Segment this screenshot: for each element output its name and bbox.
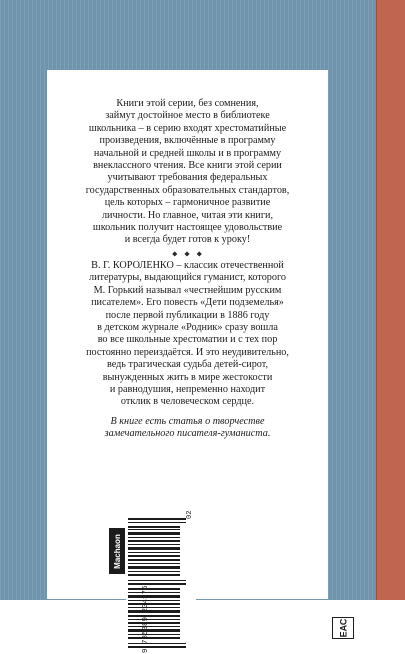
text-line: отклик в человеческом сердце.	[120, 396, 255, 408]
barcode-addon-code: 02	[186, 510, 194, 519]
text-line: внеклассного чтения. Все книги этой серии	[93, 160, 282, 172]
text-line: М. Горький называл «честнейшим русским	[93, 284, 282, 296]
text-line: личности. Но главное, читая эти книги,	[101, 209, 274, 221]
text-line: В книге есть статья о творчестве	[110, 415, 265, 427]
text-line: ведь трагическая судьба детей-сирот,	[106, 359, 268, 371]
text-line: после первой публикации в 1886 году	[105, 309, 270, 321]
barcode	[126, 514, 196, 654]
text-line: вынужденных жить в мире жестокости	[102, 371, 273, 383]
text-line: в детском журнале «Родник» сразу вошла	[97, 321, 278, 333]
text-line: займут достойное место в библиотеке	[105, 110, 270, 122]
series-description	[59, 98, 316, 247]
eac-mark-text: ЕАС	[338, 618, 348, 638]
text-line: писателем». Его повесть «Дети подземелья»	[91, 297, 284, 309]
text-line: начальной и средней школы и в программу	[93, 147, 282, 159]
italic-note	[59, 416, 316, 441]
book-spine-edge	[376, 0, 405, 600]
text-line: цель которых – гармоничное развитие	[104, 197, 271, 209]
text-line: и всегда будет готов к уроку!	[124, 234, 251, 246]
publisher-logo	[109, 528, 125, 574]
text-line: во все школьные хрестоматии и с тех пор	[97, 334, 278, 346]
diamond-ornament-divider: ⬥⬥⬥	[172, 248, 209, 258]
text-line: и равнодушия, непременно находит	[109, 383, 266, 395]
text-line: литературы, выдающийся гуманист, которого	[88, 272, 287, 284]
text-line: учитывают требования федеральных	[107, 172, 268, 184]
text-line: школьника – в серию входят хрестоматийные	[88, 122, 287, 134]
eac-conformity-mark	[332, 617, 354, 639]
text-panel	[47, 70, 348, 653]
text-line: постоянно переиздаётся. И это неудивительно,	[86, 346, 289, 358]
publisher-logo-text: Machaon	[112, 533, 122, 569]
text-line: Книги этой серии, без сомнения,	[116, 98, 259, 109]
text-line: произведения, включённые в программу	[99, 135, 276, 147]
text-line: В. Г. КОРОЛЕНКО – классик отечественной	[91, 259, 284, 271]
text-line: государственных образовательных стандартов,	[85, 184, 290, 196]
text-line: замечательного писателя-гуманиста.	[104, 428, 271, 440]
text-line: школьник получит настоящее удовольствие	[92, 222, 283, 234]
barcode-digits: 9 785389 234176	[142, 585, 150, 653]
author-description	[59, 260, 316, 409]
